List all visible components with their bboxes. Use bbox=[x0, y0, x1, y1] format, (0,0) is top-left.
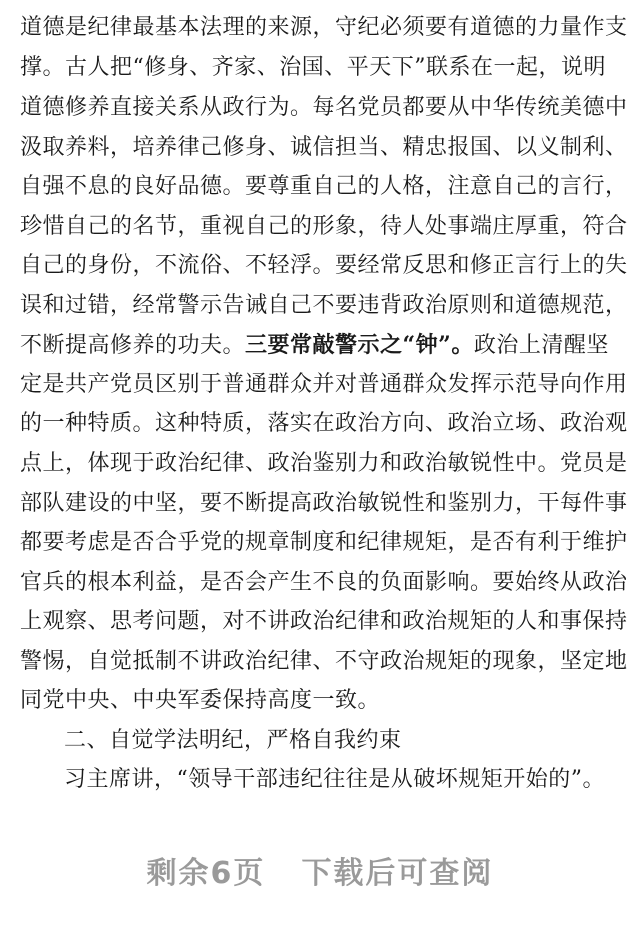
text-line: 自己的身份，不流俗、不轻浮。要经常反思和修正言行上的失 bbox=[20, 253, 628, 278]
text-run: 政治上清醒坚 bbox=[473, 333, 609, 358]
text-line: 道德是纪律最基本法理的来源，守纪必须要有道德的力量作支 bbox=[20, 15, 628, 40]
section-heading: 二、自觉学法明纪，严格自我约束 bbox=[64, 728, 402, 753]
text-line: 点上，体现于政治纪律、政治鉴别力和政治敏锐性中。党员是 bbox=[20, 451, 628, 476]
text-line: 官兵的根本利益，是否会产生不良的负面影响。要始终从政治 bbox=[20, 570, 628, 595]
text-line: 部队建设的中坚，要不断提高政治敏锐性和鉴别力，干每件事 bbox=[20, 491, 628, 516]
text-line: 上观察、思考问题，对不讲政治纪律和政治规矩的人和事保持 bbox=[20, 609, 628, 634]
text-line: 警惕，自觉抵制不讲政治纪律、不守政治规矩的现象，坚定地 bbox=[20, 649, 628, 674]
text-line: 道德修养直接关系从政行为。每名党员都要从中华传统美德中 bbox=[20, 95, 628, 120]
text-line: 珍惜自己的名节，重视自己的形象，待人处事端庄厚重，符合 bbox=[20, 214, 628, 239]
text-line: 的一种特质。这种特质，落实在政治方向、政治立场、政治观 bbox=[20, 411, 628, 436]
download-prompt-text: 下载后可查阅 bbox=[301, 856, 494, 891]
download-banner[interactable] bbox=[0, 848, 640, 892]
text-line: 汲取养料，培养律己修身、诚信担当、精忠报国、以义制利、 bbox=[20, 135, 628, 160]
text-line: 都要考虑是否合乎党的规章制度和纪律规矩，是否有利于维护 bbox=[20, 530, 628, 555]
text-line: 定是共产党员区别于普通群众并对普通群众发挥示范导向作用 bbox=[20, 372, 628, 397]
text-line-mixed bbox=[20, 325, 620, 365]
text-line: 误和过错，经常警示告诫自己不要违背政治原则和道德规范， bbox=[20, 293, 628, 318]
text-run: 不断提高修养的功夫。 bbox=[20, 333, 246, 358]
text-line: 自强不息的良好品德。要尊重自己的人格，注意自己的言行， bbox=[20, 174, 628, 199]
text-line: 撑。古人把“修身、齐家、治国、平天下”联系在一起，说明 bbox=[20, 55, 606, 80]
text-line: 同党中央、中央军委保持高度一致。 bbox=[20, 688, 381, 713]
remaining-pages-text: 剩余6页 bbox=[146, 856, 266, 891]
quote-line: 习主席讲，“领导干部违纪往往是从破坏规矩开始的”。 bbox=[64, 767, 605, 792]
bold-subheading: 三要常敲警示之“钟”。 bbox=[245, 332, 474, 358]
